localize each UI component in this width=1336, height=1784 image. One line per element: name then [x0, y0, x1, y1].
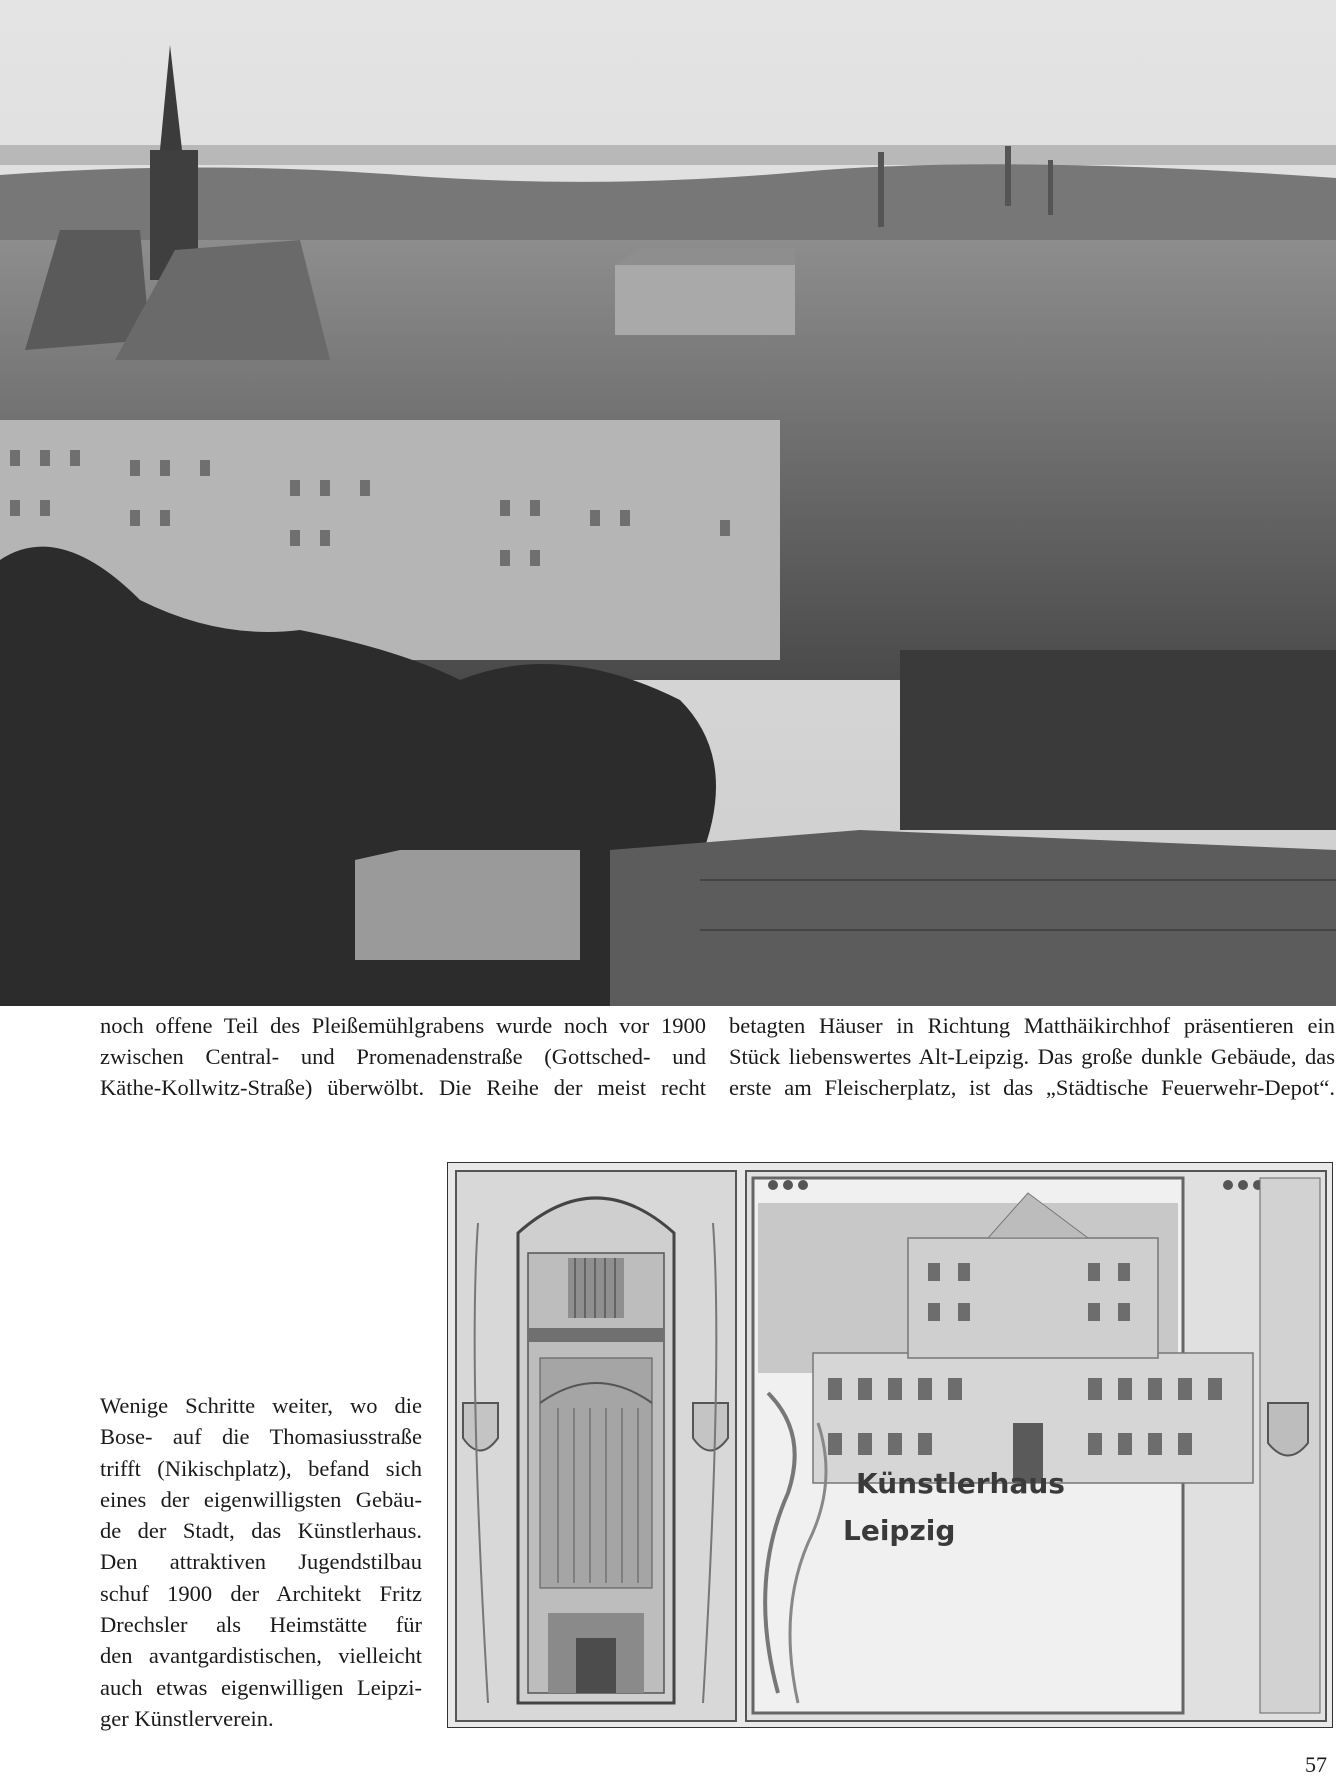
text-line: de der Stadt, das Künstlerhaus. — [100, 1518, 422, 1544]
postcard-title-line1: Künstlerhaus — [856, 1467, 1065, 1500]
text-line: ger Künstlerverein. — [100, 1705, 274, 1731]
caption-line: noch offene Teil des Pleißemühlgrabens wurde noch vor 1900 — [100, 1013, 706, 1038]
caption-line: betagten Häuser in Richtung Matthäikirchhof präsentieren ein — [729, 1013, 1335, 1038]
postcard-title-line2: Leipzig — [843, 1514, 956, 1547]
kuenstlerhaus-text — [100, 1390, 422, 1734]
text-line: Drechsler als Heimstätte für — [100, 1612, 422, 1638]
caption-left-column — [100, 1010, 706, 1103]
text-line: schuf 1900 der Architekt Fritz — [100, 1580, 422, 1606]
caption-line: erste am Fleischerplatz, ist das „Städtische Feuerwehr-Depot“. — [729, 1075, 1335, 1100]
text-line: eines der eigenwilligsten Gebäu- — [100, 1486, 422, 1512]
caption-line: zwischen Central- und Promenadenstraße (Gottsched- und — [100, 1044, 706, 1069]
text-line: trifft (Nikischplatz), befand sich — [100, 1455, 422, 1481]
text-line: Bose- auf die Thomasiusstraße — [100, 1424, 422, 1450]
text-line: den avantgardistischen, vielleicht — [100, 1643, 422, 1669]
page-number: 57 — [1305, 1752, 1327, 1777]
kuenstlerhaus-postcard — [447, 1162, 1333, 1728]
text-line: Den attraktiven Jugendstilbau — [100, 1549, 422, 1575]
caption-right-column — [729, 1010, 1335, 1103]
caption-line: Käthe-Kollwitz-Straße) überwölbt. Die Reihe der meist recht — [100, 1075, 706, 1100]
text-line: Wenige Schritte weiter, wo die — [100, 1393, 422, 1418]
caption-line: Stück liebenswertes Alt-Leipzig. Das große dunkle Gebäude, das — [729, 1044, 1335, 1069]
text-line: auch etwas eigenwilligen Leipzi- — [100, 1674, 422, 1700]
